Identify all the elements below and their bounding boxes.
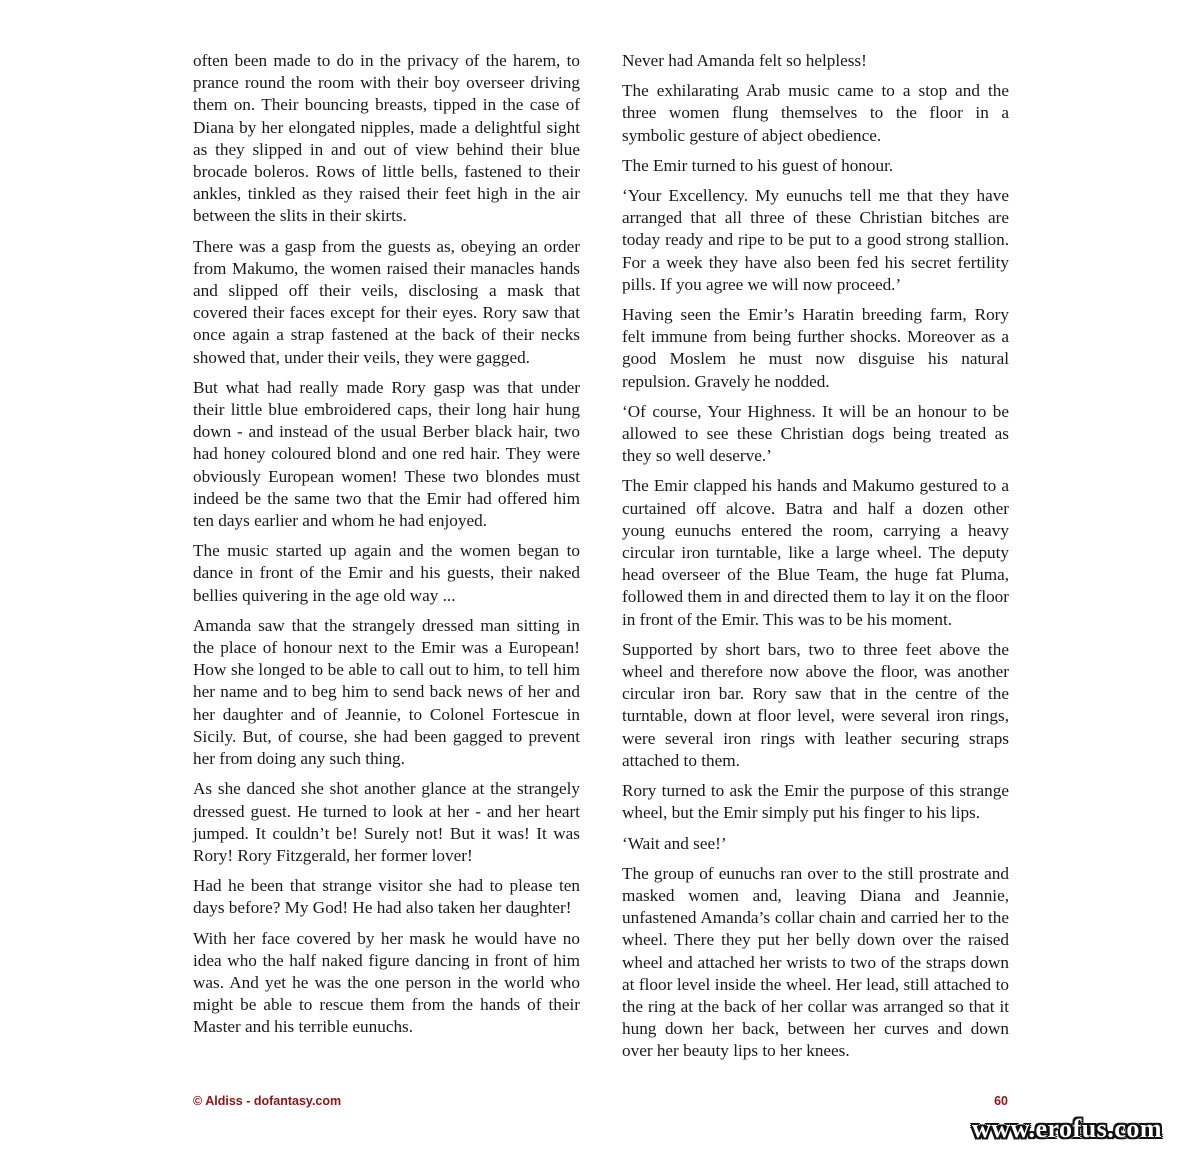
watermark: www.erofus.com [972,1114,1162,1143]
paragraph: ‘Your Excellency. My eunuchs tell me that they have arranged that all three of these Christian bitches are today ready and ripe to be put to a good strong stallion. For a week they have also been fed his secret fertility pills. If you agree we will now proceed.’ [622,186,1009,294]
paragraph: There was a gasp from the guests as, obeying an order from Makumo, the women raised their manacles hands and slipped off their veils, disclosing a mask that covered their faces except for their eyes. Rory saw that once again a strap fastened at the back of their necks showed that, under their veils, they were gagged. [193,236,580,367]
paragraph: Rory turned to ask the Emir the purpose of this strange wheel, but the Emir simply put his finger to his lips. [622,781,1009,823]
paragraph: Having seen the Emir’s Haratin breeding farm, Rory felt immune from being further shocks. Moreover as a good Moslem he must now disguise his natural repulsion. Gravely he nodded. [622,305,1009,391]
right-text-column [622,50,1009,1071]
paragraph: ‘Of course, Your Highness. It will be an honour to be allowed to see these Christian dogs being treated as they so well deserve.’ [622,401,1009,466]
paragraph: often been made to do in the privacy of the harem, to prance round the room with their boy overseer driving them on. Their bouncing breasts, tipped in the case of Diana by her elongated nipples, made a delightful sight as they slipped in and out of view behind their blue brocade boleros. Rows of little bells, fastened to their ankles, tinkled as they raised their feet high in the air between the slits in their skirts. [193,51,580,226]
paragraph: ‘Wait and see!’ [622,833,727,853]
paragraph: Supported by short bars, two to three feet above the wheel and therefore now above the floor, was another circular iron bar. Rory saw that in the centre of the turntable, down at floor level, were several iron rings, were several iron rings with leather securing straps attached to them. [622,639,1009,770]
paragraph: The exhilarating Arab music came to a stop and the three women flung themselves to the floor in a symbolic gesture of abject obedience. [622,81,1009,145]
paragraph: With her face covered by her mask he would have no idea who the half naked figure dancing in front of him was. And yet he was the one person in the world who might be able to rescue them from the hands of their Master and his terrible eunuchs. [193,928,580,1037]
paragraph: The music started up again and the women began to dance in front of the Emir and his guests, their naked bellies quivering in the age old way ... [193,541,580,605]
paragraph: As she danced she shot another glance at the strangely dressed guest. He turned to look at her - and her heart jumped. It couldn’t be! Surely not! But it was! It was Rory! Rory Fitzgerald, her former lover! [193,779,580,865]
page-number: 60 [994,1094,1008,1108]
paragraph: The Emir clapped his hands and Makumo gestured to a curtained off alcove. Batra and half a dozen other young eunuchs entered the room, carrying a heavy circular iron turntable, like a large wheel. The deputy head overseer of the Blue Team, the huge fat Pluma, followed them in and directed them to lay it on the floor in front of the Emir. This was to be his moment. [622,476,1009,629]
paragraph: Had he been that strange visitor she had to please ten days before? My God! He had also taken her daughter! [193,876,580,918]
paragraph: Never had Amanda felt so helpless! [622,51,867,70]
left-text-column [193,50,580,1047]
paragraph: The Emir turned to his guest of honour. [622,155,894,175]
paragraph: But what had really made Rory gasp was that under their little blue embroidered caps, their long hair hung down - and instead of the usual Berber black hair, two had honey coloured blond and one red hair. They were obviously European women! These two blondes must indeed be the same two that the Emir had offered him ten days earlier and whom he had enjoyed. [193,377,580,531]
paragraph: Amanda saw that the strangely dressed man sitting in the place of honour next to the Emir was a European! How she longed to be able to call out to him, to tell him her name and to beg him to send back news of her and her daughter and of Jeannie, to Colonel Fortescue in Sicily. But, of course, she had been gagged to prevent her from doing any such thing. [193,615,580,769]
footer-copyright: © Aldiss - dofantasy.com [193,1094,342,1108]
paragraph: The group of eunuchs ran over to the still prostrate and masked women and, leaving Diana and Jeannie, unfastened Amanda’s collar chain and carried her to the wheel. There they put her belly down over the raised wheel and attached her wrists to two of the straps down at floor level inside the wheel. Her lead, still attached to the ring at the back of her collar was arranged so that it hung down her back, between her curves and down over her beauty lips to her knees. [622,863,1009,1061]
